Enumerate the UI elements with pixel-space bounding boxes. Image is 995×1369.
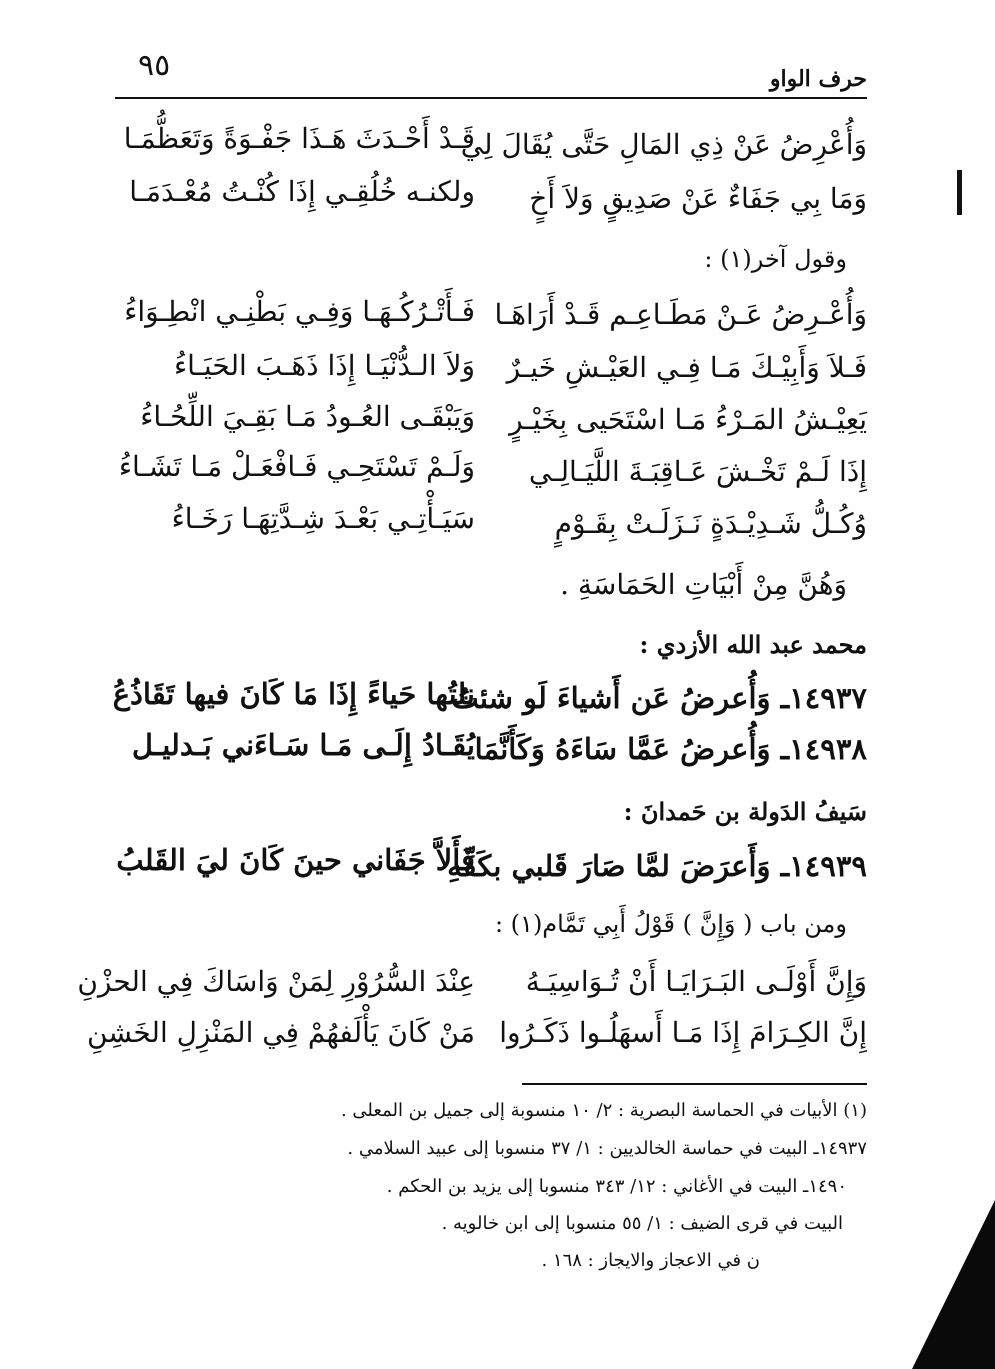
- verse-14938-second-hemistich: يُقَـادُ إِلَـى مَـا سَـاءَني بَـدليـل: [131, 728, 475, 762]
- verse-2-first-hemistich: وَمَا بِي جَفَاءٌ عَنْ صَدِيقٍ وَلاَ أَخٍ: [529, 182, 867, 215]
- page-number: ٩٥: [138, 48, 171, 83]
- footnote-3: ١٤٩٠ـ البيت في الأغاني : ١٢/ ٣٤٣ منسوبا إلى يزيد بن الحكم .: [386, 1176, 847, 1197]
- verse-9-second-hemistich: مَنْ كَانَ يَأْلَفهُمْ فِي المَنْزِلِ الخَشِنِ: [87, 1016, 475, 1049]
- verse-14937-first-hemistich: ١٤٩٣٧ـ وَأُعرضُ عَن أَشياءَ لَو شئتُ: [451, 681, 867, 715]
- verse-14938-first-hemistich: ١٤٩٣٨ـ وَأُعرضُ عَمَّا سَاءَهُ وَكَأَنَّمَا: [474, 732, 867, 766]
- verse-7-second-hemistich: سَيَـأْتِـي بَعْـدَ شِـدَّتِهَـا رَخَـاءُ: [171, 502, 475, 535]
- footnote-1: (١) الأبيات في الحماسة البصرية : ٢/ ١٠ منسوبة إلى جميل بن المعلى .: [340, 1100, 867, 1121]
- verse-7-first-hemistich: وُكُـلُّ شَـدِيْـدَةٍ نَـزَلَـتْ بِقَـوْمٍ: [554, 507, 867, 540]
- verse-6-second-hemistich: وَلَـمْ تَسْتَحِـي فَـافْعَـلْ مَـا تَشَـاءُ: [118, 450, 475, 483]
- footnote-2: ١٤٩٣٧ـ البيت في حماسة الخالديين : ١/ ٣٧ منسوبا إلى عبيد السلامي .: [347, 1138, 867, 1159]
- verse-2-second-hemistich: ولكنـه خُلُقِـي إِذَا كُنْـتُ مُعْـدَمَـا: [129, 175, 475, 208]
- footnote-4: البيت في قرى الضيف : ١/ ٥٥ منسوبا إلى ابن خالويه .: [441, 1213, 843, 1234]
- margin-mark: [957, 170, 962, 215]
- section-4-author: سَيفُ الدَولة بن حَمدانَ :: [623, 797, 867, 826]
- header-rule: [115, 97, 867, 99]
- section-2-intro: وقول آخر(١) :: [704, 245, 847, 273]
- section-2-closing: وَهُنَّ مِنْ أَبْيَاتِ الحَمَاسَةِ .: [560, 568, 847, 601]
- verse-5-second-hemistich: وَيَبْقَـى العُـودُ مَـا بَقِـيَ اللِّحُـاءُ: [140, 400, 475, 433]
- verse-14939-first-hemistich: ١٤٩٣٩ـ وَأَعرَضَ لمَّا صَارَ قَلبي بكَفِّهِ: [447, 849, 867, 883]
- verse-3-first-hemistich: وَأُعْـرِضُ عَـنْ مَطَـاعِـم قَـدْ أَرَاهَـا: [494, 298, 867, 331]
- footnote-5: ن في الاعجاز والايجاز : ١٦٨ .: [541, 1250, 760, 1271]
- verse-1-first-hemistich: وَأُعْرِضُ عَنْ ذِي المَالِ حَتَّى يُقَالَ لِي: [460, 128, 867, 161]
- verse-4-second-hemistich: وَلاَ الـدُّنْيَـا إِذَا ذَهَـبَ الحَيَـاءُ: [174, 349, 475, 382]
- verse-14939-second-hemistich: فَأَلاَّ جَفَاني حينَ كَانَ ليَ القَلبُ: [116, 843, 475, 877]
- verse-6-first-hemistich: إِذَا لَـمْ تَخْـشَ عَـاقِبَـةَ اللَّيَـالِـي: [528, 455, 867, 488]
- page-corner-shadow: [912, 1200, 995, 1369]
- verse-4-first-hemistich: فَـلاَ وَأَبِيْـكَ مَـا فِـي العَيْـشِ خَيـرٌ: [506, 351, 867, 384]
- verse-9-first-hemistich: إِنَّ الكِـرَامَ إِذَا مَـا أَسهَلُـوا ذَكَـرُوا: [499, 1016, 867, 1049]
- verse-8-second-hemistich: عِنْدَ السُّرُوْرِ لِمَنْ وَاسَاكَ فِي الحزْنِ: [77, 965, 475, 998]
- footnote-rule: [522, 1083, 867, 1085]
- running-head: حرف الواو: [769, 66, 867, 92]
- verse-1-second-hemistich: قَـدْ أَحْـدَثَ هَـذَا جَفْـوَةً وَتَعَظُّمَـا: [123, 122, 475, 155]
- section-5-intro: ومن باب ( وَإِنَّ ) قَوْلُ أَبِي تَمَّام(١) :: [494, 910, 847, 938]
- section-3-author: محمد عبد الله الأزدي :: [639, 630, 867, 659]
- verse-14937-second-hemistich: نلتُها حَياءً إِذَا مَا كَانَ فيها تَقَاذُعُ: [112, 677, 475, 711]
- verse-3-second-hemistich: فَـأَتْـرُكُـهَـا وَفِـي بَطْنِـي انْطِـوَاءُ: [124, 295, 475, 328]
- verse-5-first-hemistich: يَعِيْـشُ المَـرْءُ مَـا اسْتَحَيى بِخَيْـرٍ: [509, 403, 867, 436]
- verse-8-first-hemistich: وَإِنَّ أَوْلَـى البَـرَايَـا أَنْ تُـوَاسِيَـهُ: [525, 965, 867, 998]
